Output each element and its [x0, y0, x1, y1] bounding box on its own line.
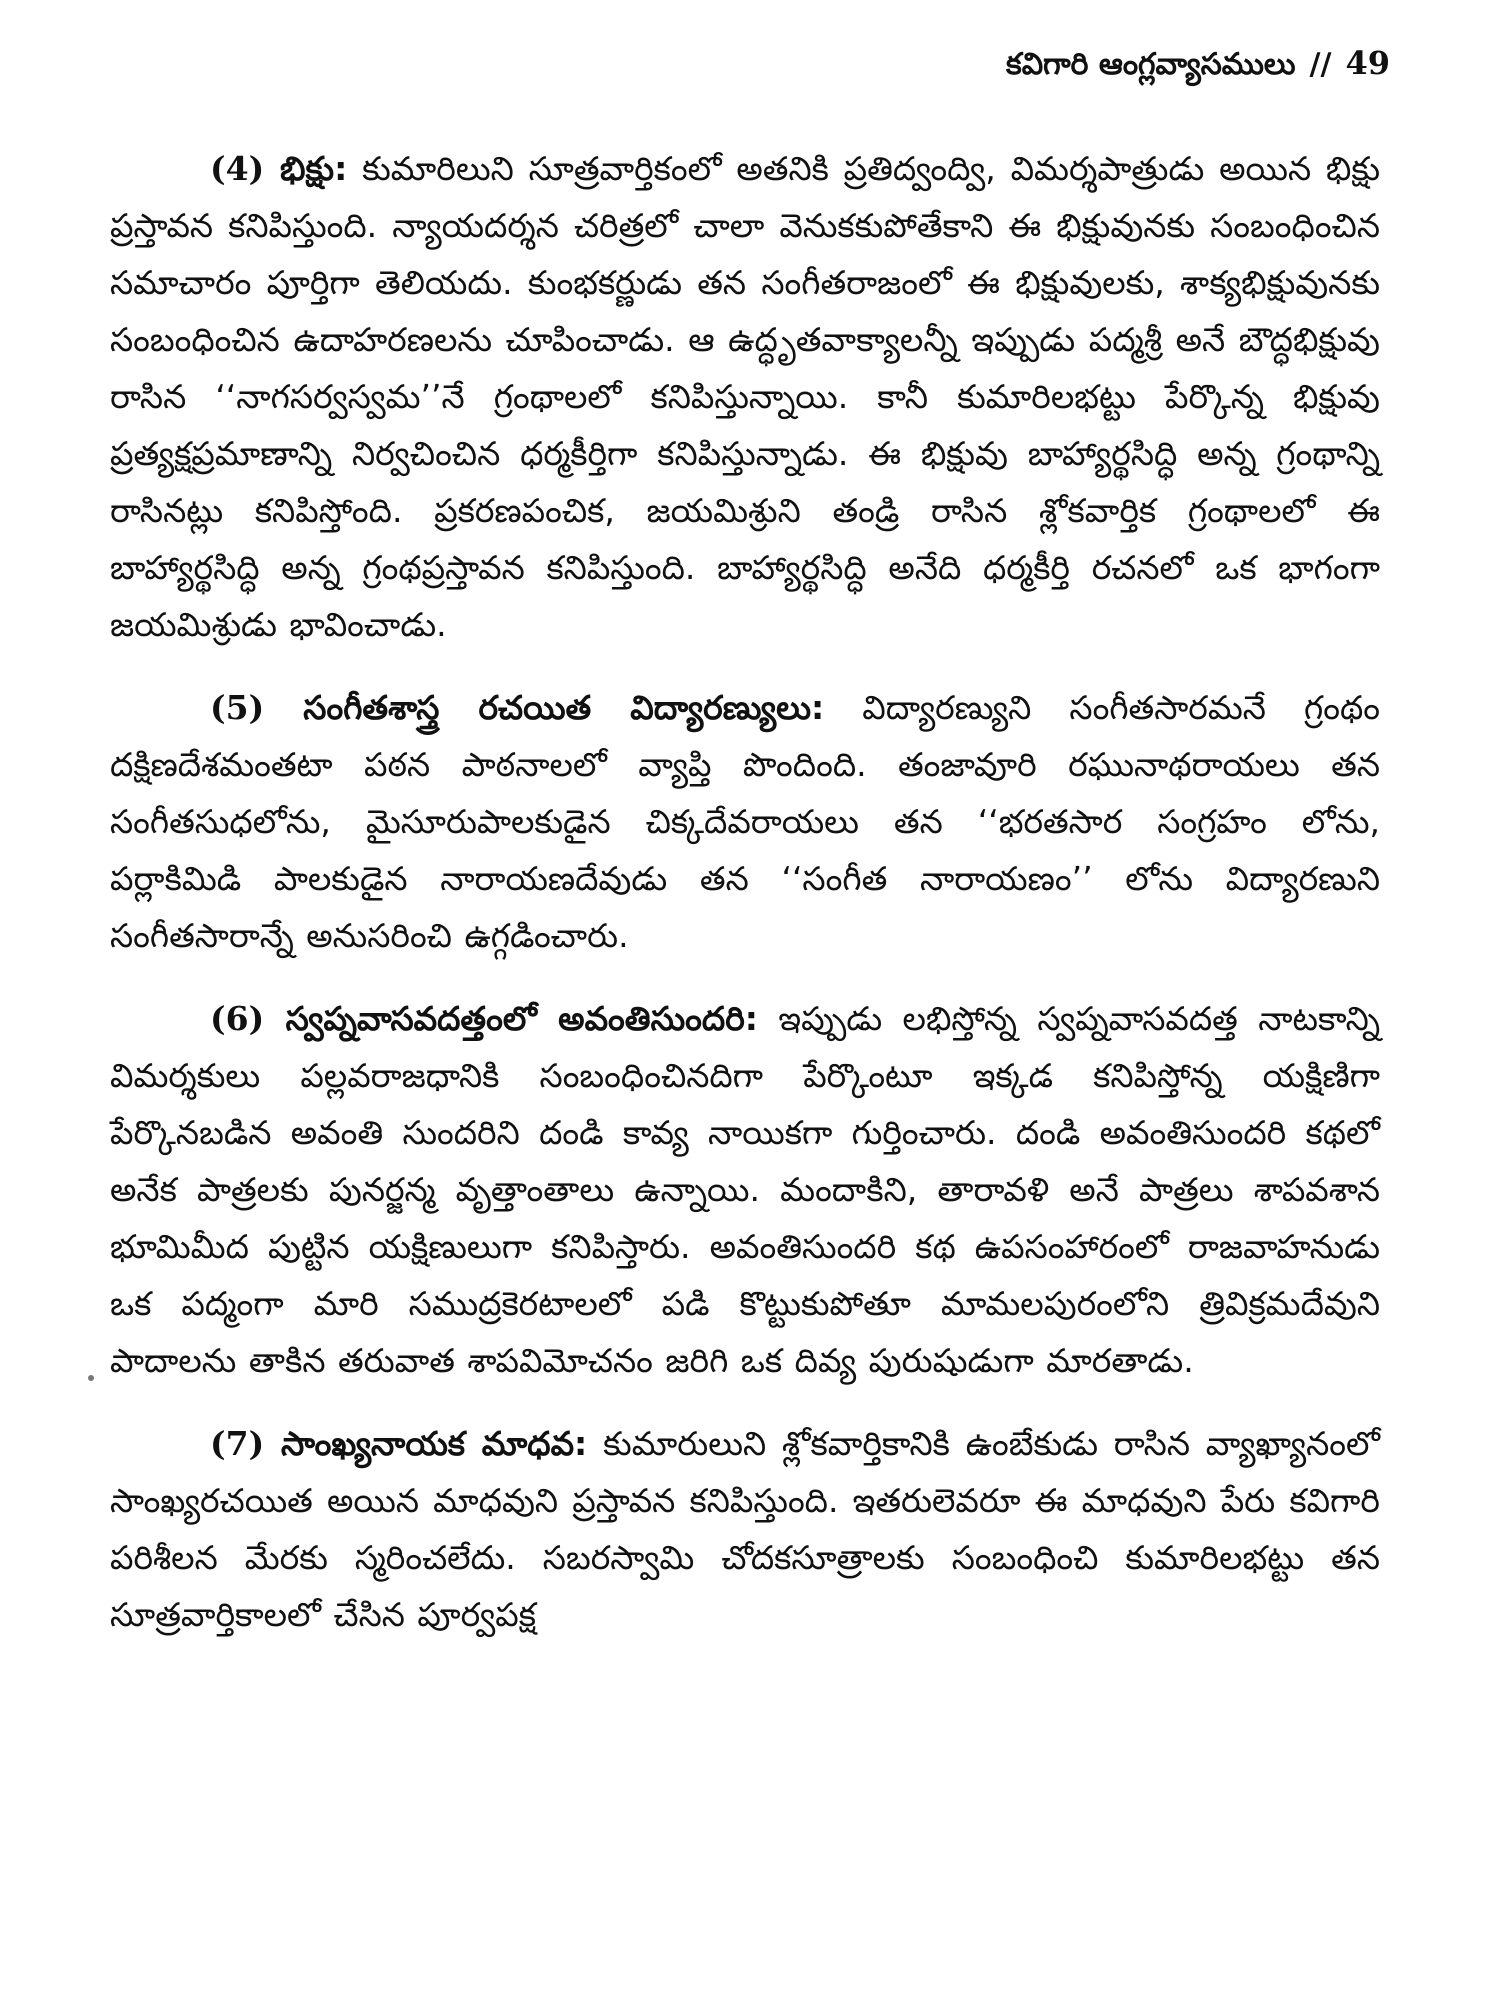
section-text: కుమారిలుని సూత్రవార్తికంలో అతనికి ప్రతిద్వంద్వి, విమర్శపాత్రుడు అయిన భిక్షు ప్రస్తావన కనిపిస్తుంది. న్యాయదర్శన చరిత్రలో చాలా వెనుకకుపోతేకాని ఈ భిక్షువునకు సంబంధించిన సమాచారం పూర్తిగా తెలియదు. కుంభకర్ణుడు తన సంగీతరాజంలో ఈ భిక్షువులకు, శాక్యభిక్షువునకు సంబంధించిన ఉదాహరణలను చూపించాడు. ఆ ఉద్ధృతవాక్యాలన్నీ ఇప్పుడు పద్మశ్రీ అనే బౌద్ధభిక్షువు రాసిన ‘‘నాగసర్వస్వమ’’నే గ్రంథాలలో కనిపిస్తున్నాయి. కానీ కుమారిలభట్టు పేర్కొన్న భిక్షువు ప్రత్యక్షప్రమాణాన్ని నిర్వచించిన ధర్మకీర్తిగా కనిపిస్తున్నాడు. ఈ భిక్షువు బాహ్యార్థసిద్ధి అన్న గ్రంథాన్ని రాసినట్లు కనిపిస్తోంది. ప్రకరణపంచిక, జయమిశ్రుని తండ్రి రాసిన శ్లోకవార్తిక గ్రంథాలలో ఈ బాహ్యార్థసిద్ధి అన్న గ్రంథప్రస్తావన కనిపిస్తుంది. బాహ్యార్థసిద్ధి అనేది ధర్మకీర్తి రచనలో ఒక భాగంగా జయమిశ్రుడు భావించాడు.	[110, 149, 1380, 644]
section-paragraph	[110, 1415, 1380, 1643]
section-text: ఇప్పుడు లభిస్తోన్న స్వప్నవాసవదత్త నాటకాన్ని విమర్శకులు పల్లవరాజధానికి సంబంధించినదిగా పేర్కొంటూ ఇక్కడ కనిపిస్తోన్న యక్షిణిగా పేర్కొనబడిన అవంతి సుందరిని దండి కావ్య నాయికగా గుర్తించారు. దండి అవంతిసుందరి కథలో అనేక పాత్రలకు పునర్జన్మ వృత్తాంతాలు ఉన్నాయి. మందాకిని, తారావళి అనే పాత్రలు శాపవశాన భూమిమీద పుట్టిన యక్షిణులుగా కనిపిస్తారు. అవంతిసుందరి కథ ఉపసంహారంలో రాజవాహనుడు ఒక పద్మంగా మారి సముద్రకెరటాలలో పడి కొట్టుకుపోతూ మామలపురంలోని త్రివిక్రమదేవుని పాదాలను తాకిన తరువాత శాపవిమోచనం జరిగి ఒక దివ్య పురుషుడుగా మారతాడు.	[110, 999, 1380, 1380]
section-heading	[210, 1424, 587, 1463]
section-paragraph	[110, 990, 1380, 1389]
section-title: స్వప్నవాసవదత్తంలో అవంతిసుందరి:	[285, 999, 758, 1038]
section-paragraph	[110, 679, 1380, 964]
page-number: 49	[1345, 44, 1390, 82]
scan-speck	[88, 1375, 94, 1381]
section-paragraph	[110, 140, 1380, 653]
page-body	[110, 140, 1380, 1669]
section-text: విద్యారణ్యుని సంగీతసారమనే గ్రంథం దక్షిణదేశమంతటా పఠన పాఠనాలలో వ్యాప్తి పొందింది. తంజావూరి రఘునాథరాయలు తన సంగీతసుధలోను, మైసూరుపాలకుడైన చిక్కదేవరాయలు తన ‘‘భరతసార సంగ్రహం లోను, పర్లాకిమిడి పాలకుడైన నారాయణదేవుడు తన ‘‘సంగీత నారాయణం’’ లోను విద్యారణుని సంగీతసారాన్నే అనుసరించి ఉగ్గడించారు.	[110, 688, 1380, 955]
section-number: (7)	[210, 1424, 265, 1463]
section-number: (4)	[210, 149, 265, 188]
section-number: (6)	[210, 999, 265, 1038]
header-title: కవిగారి ఆంగ్లవ్యాసములు	[1006, 47, 1296, 82]
section-heading	[210, 999, 758, 1038]
section-title: సాంఖ్యనాయక మాధవ:	[281, 1424, 588, 1463]
section-title: భిక్షు:	[280, 149, 348, 188]
section-heading	[210, 688, 824, 727]
section-title: సంగీతశాస్త్ర రచయిత విద్యారణ్యులు:	[303, 688, 825, 727]
section-heading	[210, 149, 347, 188]
section-number: (5)	[210, 688, 265, 727]
header-separator: //	[1309, 47, 1332, 82]
section-text: కుమారులుని శ్లోకవార్తికానికి ఉంబేకుడు రాసిన వ్యాఖ్యానంలో సాంఖ్యరచయిత అయిన మాధవుని ప్రస్తావన కనిపిస్తుంది. ఇతరులెవరూ ఈ మాధవుని పేరు కవిగారి పరిశీలన మేరకు స్మరించలేదు. సబరస్వామి చోదకసూత్రాలకు సంబంధించి కుమారిలభట్టు తన సూత్రవార్తికాలలో చేసిన పూర్వపక్ష	[110, 1424, 1380, 1634]
running-header	[1006, 44, 1390, 89]
